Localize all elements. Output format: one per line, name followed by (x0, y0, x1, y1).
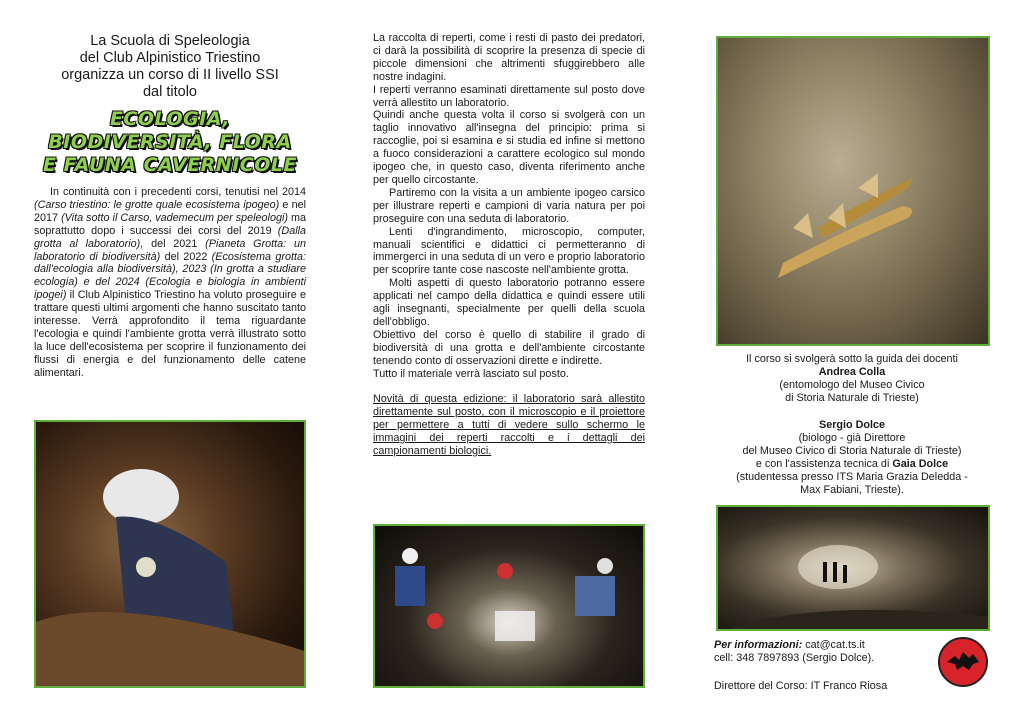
paragraph: Partiremo con la visita a un ambiente ipogeo carsico per illustrare reperti e campioni di varia natura per poi proseguire con una seduta di laboratorio. (373, 186, 645, 225)
text-run: (Pianeta Grotta: un laboratorio di biodiversità) (34, 237, 306, 263)
intro-line: La Scuola di Speleologia (90, 33, 250, 49)
contact-phone: cell: 348 7897893 (Sergio Dolce). (714, 652, 875, 664)
paragraph: Quindi anche questa volta il corso si svolgerà con un taglio innovativo all'insegna del principio: prima si raccoglie, poi si esamina e si studia ed infine si mettono a fuoco considerazioni a carattere ecologico sul mondo ipogeo che, in questo caso, diventa riferimento anche per quello circostante. (373, 109, 645, 186)
paragraph: Molti aspetti di questo laboratorio potranno essere applicati nel campo della didattica e quindi essere utili agli insegnanti, specialmente per quelli della scuola dell'obbligo. (373, 277, 645, 328)
teacher-name-text: Sergio Dolce (819, 419, 885, 431)
text-run: il Club Alpinistico Triestino ha voluto proseguire e trattare questi ultimi argomenti che hanno suscitato tanto interesse. Verrà approfondito il tema riguardante l'ecologia e quindi l'ambiente grotta verrà illustrato sotto la luce dell'ecosistema per scoprire il funzionamento dei flussi di energia e del funzionamento delle catene alimentari. (34, 289, 306, 379)
teacher-name (714, 366, 990, 379)
title-line: E FAUNA CAVERNICOLE (43, 154, 297, 176)
text-run: (Vita sotto il Carso, vademecum per speleologi) (61, 211, 288, 224)
photo-jaw-art (718, 38, 990, 346)
teacher-role: di Storia Naturale di Trieste) (785, 392, 919, 404)
photo-passage-art (718, 507, 990, 631)
paragraph: I reperti verranno esaminati direttamente sul posto dove verrà allestito un laboratorio. (373, 83, 645, 109)
course-description (373, 32, 645, 458)
text-run: ma soprattutto dopo i successi dei corsi del 2019 (34, 211, 306, 237)
photo-cave-passage (716, 505, 990, 631)
teacher-role: (biologo - già Direttore (798, 432, 906, 444)
text-run: (Dalla grotta al laboratorio), (34, 224, 306, 250)
teachers-intro: Il corso si svolgerà sotto la guida dei docenti (746, 353, 958, 365)
course-title (34, 108, 306, 177)
assistant-role: Max Fabiani, Trieste). (800, 484, 904, 496)
teacher-name (714, 419, 990, 432)
text-run: e nel 2017 (34, 198, 306, 224)
photo-cave-laboratory (373, 524, 645, 688)
club-logo-icon (937, 636, 989, 688)
text-run: (Ecosistema grotta: dall'ecologia alla biodiversità), 2023 (In grotta a studiare ecologia) e del 2024 (Ecologia e biologia in ambienti ipogei) (34, 250, 306, 302)
title-line: BIODIVERSITÀ, FLORA (48, 131, 292, 153)
paragraph: Tutto il materiale verrà lasciato sul posto. (373, 367, 569, 380)
photo-caver-digging (34, 420, 306, 688)
intro-line: dal titolo (142, 84, 197, 100)
text-run: del 2021 (143, 237, 206, 250)
intro-line: del Club Alpinistico Triestino (79, 50, 261, 66)
paragraph: La raccolta di reperti, come i resti di pasto dei predatori, ci darà la possibilità di scoprire la presenza di specie di piccole dimensioni che altrimenti sfuggirebbero alle nostre indagini. (373, 32, 645, 83)
assistant-line (714, 458, 990, 471)
photo-lab-art (375, 526, 645, 688)
paragraph: Obiettivo del corso è quello di stabilire il grado di biodiversità di una grotta e dell'ambiente circostante tenendo conto di osservazioni dirette e indirette. (373, 328, 645, 367)
paragraph: Lenti d'ingrandimento, microscopio, computer, manuali scientifici e didattici ci permetteranno di immergerci in una seduta di un vero e proprio laboratorio per scoprire tante cose nascoste nell'ambiente grotta. (373, 225, 645, 277)
text-run: In continuità con i precedenti corsi, tenutisi nel 2014 (50, 186, 306, 198)
assistant-name: Gaia Dolce (892, 458, 949, 470)
intro-line: organizza un corso di II livello SSI (61, 67, 279, 83)
contact-email[interactable]: cat@cat.ts.it (805, 639, 865, 651)
intro-paragraph (34, 186, 306, 380)
contact-line (714, 639, 934, 652)
title-line: ECOLOGIA, (109, 108, 231, 130)
photo-caver-art (36, 422, 306, 688)
teacher-name-text: Andrea Colla (818, 366, 886, 378)
contact-label: Per informazioni: (714, 639, 803, 651)
text-run: (Carso triestino: le grotte quale ecosistema ipogeo) (34, 198, 280, 211)
teacher-role: del Museo Civico di Storia Naturale di Trieste) (742, 445, 962, 457)
novelty-note: Novità di questa edizione: il laboratorio sarà allestito direttamente sul posto, con il microscopio e il proiettore per permettere a tutti di vedere sullo schermo le immagini dei reperti raccolti e i dettagli dei campionamenti biologici. (373, 393, 645, 458)
assistant-role: (studentessa presso ITS Maria Grazia Deledda - (736, 471, 968, 483)
intro-heading (34, 33, 306, 101)
text-run: del 2022 (160, 250, 212, 263)
assistant-pre: e con l'assistenza tecnica di (755, 458, 893, 470)
photo-jawbone-fossil (716, 36, 990, 346)
teacher-role: (entomologo del Museo Civico (779, 379, 925, 391)
contact-info (714, 639, 934, 665)
course-director: Direttore del Corso: IT Franco Riosa (714, 680, 888, 692)
